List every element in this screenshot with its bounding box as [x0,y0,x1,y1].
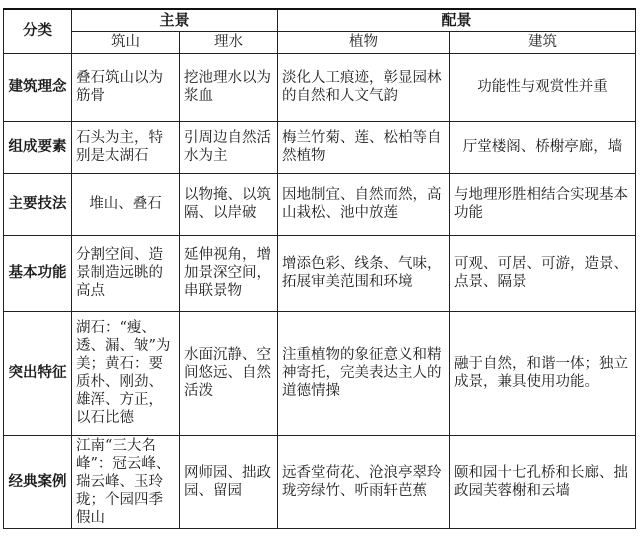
table-cell: 分割空间、造景制造远眺的高点 [72,235,180,311]
table-row [4,235,636,311]
table-row [4,435,636,528]
column-header-buildings: 建筑 [450,31,636,53]
table-cell: 可观、可居、可游，造景、点景、隔景 [450,235,636,311]
group-header-secondary: 配景 [278,9,636,31]
table-cell: 水面沉静、空间悠远、自然活泼 [180,311,278,435]
table-cell: 淡化人工痕迹，彰显园林的自然和人文气韵 [278,53,450,121]
table-cell: 江南“三大名峰”：冠云峰、瑞云峰、玉玲珑；个园四季假山 [72,435,180,528]
table-cell: 远香堂荷花、沧浪亭翠玲珑旁绿竹、听雨轩芭蕉 [278,435,450,528]
table-cell: 湖石：“瘦、透、漏、皱”为美；黄石：要质朴、刚劲、雄浑、方正，以石比德 [72,311,180,435]
table-row [4,53,636,121]
table-cell: 颐和园十七孔桥和长廊、拙政园芙蓉榭和云墙 [450,435,636,528]
row-label: 建筑理念 [4,53,72,121]
table-cell: 厅堂楼阁、桥榭亭廊，墙 [450,121,636,173]
table-row [4,173,636,235]
row-label: 基本功能 [4,235,72,311]
table-cell: 注重植物的象征意义和精神寄托，完美表达主人的道德情操 [278,311,450,435]
table-row [4,121,636,173]
table-row [4,311,636,435]
row-label: 突出特征 [4,311,72,435]
table-cell: 梅兰竹菊、莲、松柏等自然植物 [278,121,450,173]
table-cell: 与地理形胜相结合实现基本功能 [450,173,636,235]
row-label: 主要技法 [4,173,72,235]
table-cell: 功能性与观赏性并重 [450,53,636,121]
table-cell: 网师园、拙政园、留园 [180,435,278,528]
group-header-main: 主景 [72,9,278,31]
column-header-mountain: 筑山 [72,31,180,53]
table-cell: 引周边自然活水为主 [180,121,278,173]
table-cell: 以物掩、以筑隔、以岸破 [180,173,278,235]
corner-header: 分类 [4,9,72,53]
table-cell: 叠石筑山以为筋骨 [72,53,180,121]
table-cell: 融于自然，和谐一体；独立成景，兼具使用功能。 [450,311,636,435]
column-header-water: 理水 [180,31,278,53]
garden-elements-table [3,8,636,529]
table-cell: 增添色彩、线条、气味，拓展审美范围和环境 [278,235,450,311]
row-label: 经典案例 [4,435,72,528]
row-label: 组成要素 [4,121,72,173]
table-cell: 因地制宜、自然而然，高山栽松、池中放莲 [278,173,450,235]
table-cell: 堆山、叠石 [72,173,180,235]
table-cell: 石头为主，特别是太湖石 [72,121,180,173]
table-cell: 延伸视角，增加景深空间，串联景物 [180,235,278,311]
column-header-plants: 植物 [278,31,450,53]
table-cell: 挖池理水以为浆血 [180,53,278,121]
